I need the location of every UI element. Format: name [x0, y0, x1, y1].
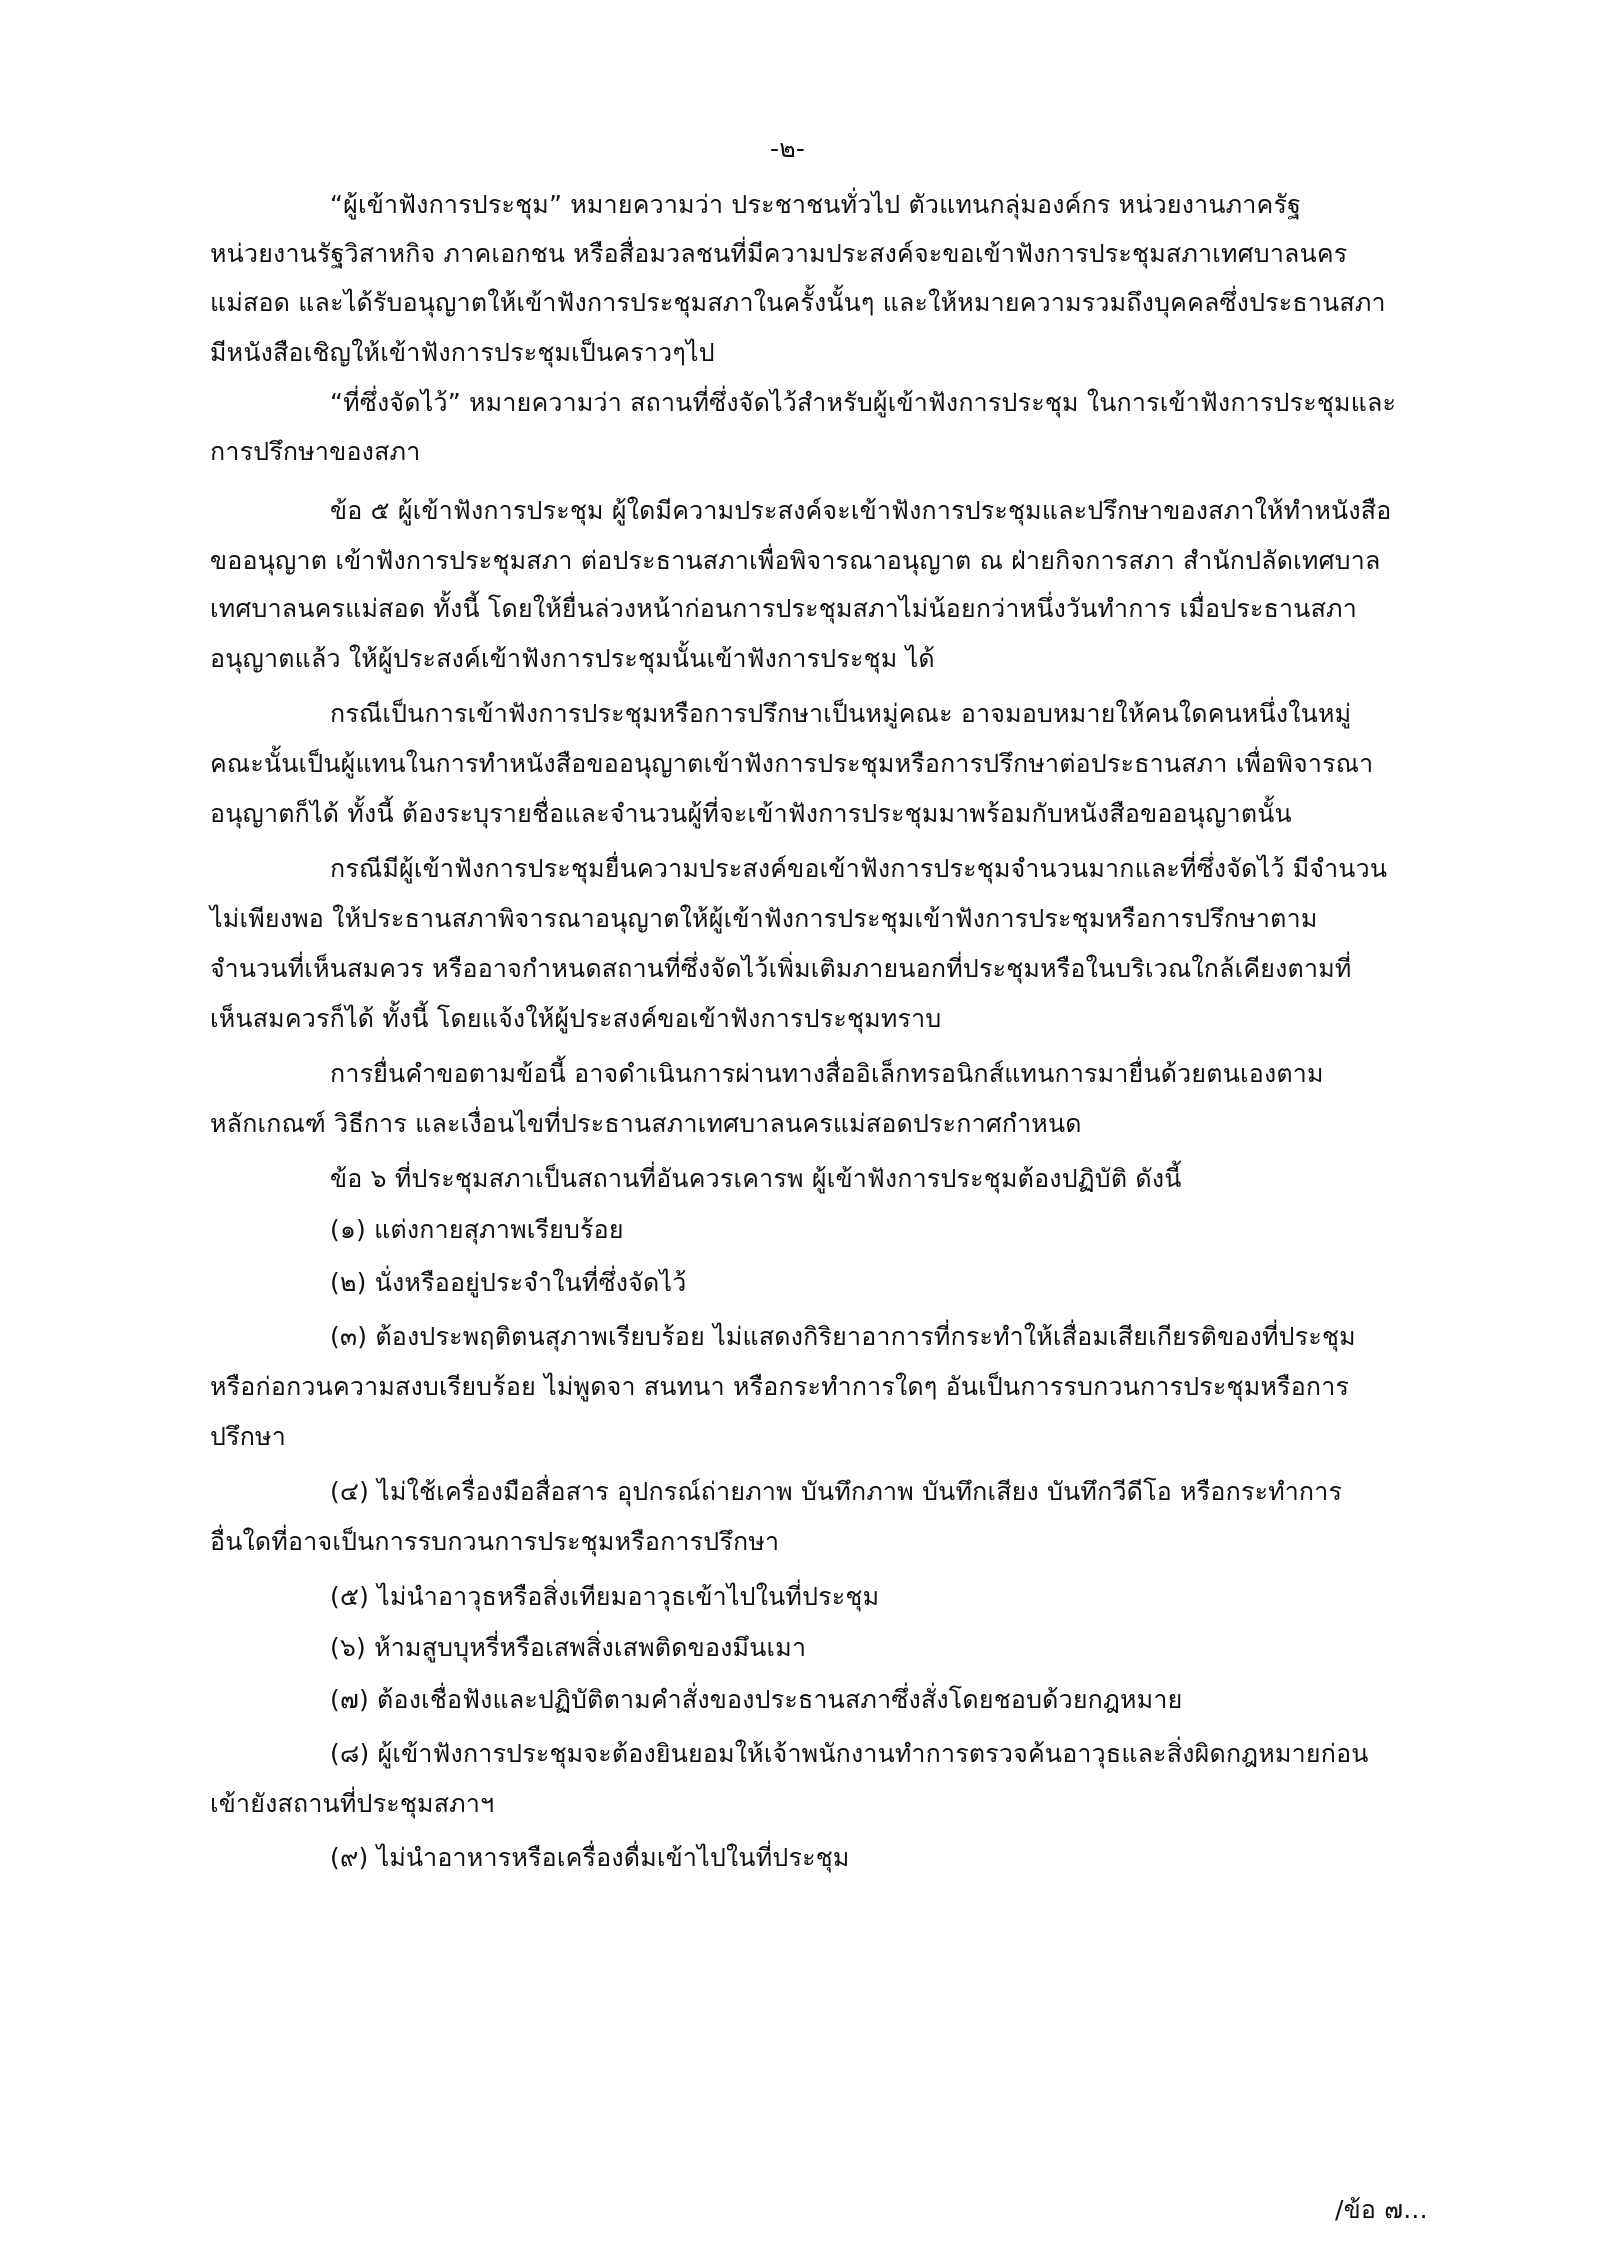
body-line: (๔) ไม่ใช้เครื่องมือสื่อสาร อุปกรณ์ถ่ายภาพ บันทึกภาพ บันทึกเสียง บันทึกวีดีโอ หรือกระทำการ [330, 1477, 1343, 1506]
body-line: กรณีมีผู้เข้าฟังการประชุมยื่นความประสงค์ขอเข้าฟังการประชุมจำนวนมากและที่ซึ่งจัดไว้ มีจำนวน [330, 854, 1388, 883]
body-line: จำนวนที่เห็นสมควร หรืออาจกำหนดสถานที่ซึ่งจัดไว้เพิ่มเติมภายนอกที่ประชุมหรือในบริเวณใกล้เคียงตามที่ [210, 954, 1352, 983]
body-line: (๒) นั่งหรืออยู่ประจำในที่ซึ่งจัดไว้ [330, 1268, 687, 1297]
page-number: -๒- [770, 134, 806, 163]
body-line: (๙) ไม่นำอาหารหรือเครื่องดื่มเข้าไปในที่ประชุม [330, 1843, 850, 1872]
continuation-note: /ข้อ ๗... [1335, 2195, 1428, 2224]
body-line: ไม่เพียงพอ ให้ประธานสภาพิจารณาอนุญาตให้ผู้เข้าฟังการประชุมเข้าฟังการประชุมหรือการปรึกษาตาม [210, 904, 1318, 933]
body-line: มีหนังสือเชิญให้เข้าฟังการประชุมเป็นคราวๆไป [210, 338, 715, 367]
body-line: การปรึกษาของสภา [210, 437, 421, 466]
body-line: กรณีเป็นการเข้าฟังการประชุมหรือการปรึกษาเป็นหมู่คณะ อาจมอบหมายให้คนใดคนหนึ่งในหมู่ [330, 699, 1352, 728]
body-line: อนุญาตก็ได้ ทั้งนี้ ต้องระบุรายชื่อและจำนวนผู้ที่จะเข้าฟังการประชุมมาพร้อมกับหนังสือขออนุญาตนั้น [210, 799, 1292, 828]
body-line: อนุญาตแล้ว ให้ผู้ประสงค์เข้าฟังการประชุมนั้นเข้าฟังการประชุม ได้ [210, 644, 935, 673]
body-line: หรือก่อกวนความสงบเรียบร้อย ไม่พูดจา สนทนา หรือกระทำการใดๆ อันเป็นการรบกวนการประชุมหรือการ [210, 1372, 1350, 1401]
body-line: ปรึกษา [210, 1422, 286, 1451]
body-line: การยื่นคำขอตามข้อนี้ อาจดำเนินการผ่านทางสื่ออิเล็กทรอนิกส์แทนการมายื่นด้วยตนเองตาม [330, 1059, 1324, 1088]
body-line: คณะนั้นเป็นผู้แทนในการทำหนังสือขออนุญาตเข้าฟังการประชุมหรือการปรึกษาต่อประธานสภา เพื่อพิจารณา [210, 749, 1374, 778]
body-line: ขออนุญาต เข้าฟังการประชุมสภา ต่อประธานสภาเพื่อพิจารณาอนุญาต ณ ฝ่ายกิจการสภา สำนักปลัดเทศบาล [210, 546, 1381, 575]
body-line: เข้ายังสถานที่ประชุมสภาฯ [210, 1789, 495, 1818]
body-line: อื่นใดที่อาจเป็นการรบกวนการประชุมหรือการปรึกษา [210, 1527, 780, 1556]
body-line: ข้อ ๕ ผู้เข้าฟังการประชุม ผู้ใดมีความประสงค์จะเข้าฟังการประชุมและปรึกษาของสภาให้ทำหนังสือ [330, 496, 1392, 525]
body-line: (๑) แต่งกายสุภาพเรียบร้อย [330, 1215, 624, 1244]
body-line: “ที่ซึ่งจัดไว้” หมายความว่า สถานที่ซึ่งจัดไว้สำหรับผู้เข้าฟังการประชุม ในการเข้าฟังการประชุมและ [330, 388, 1397, 417]
body-line: หลักเกณฑ์ วิธีการ และเงื่อนไขที่ประธานสภาเทศบาลนครแม่สอดประกาศกำหนด [210, 1109, 1082, 1138]
body-line: (๘) ผู้เข้าฟังการประชุมจะต้องยินยอมให้เจ้าพนักงานทำการตรวจค้นอาวุธและสิ่งผิดกฎหมายก่อน [330, 1739, 1369, 1768]
body-line: เทศบาลนครแม่สอด ทั้งนี้ โดยให้ยื่นล่วงหน้าก่อนการประชุมสภาไม่น้อยกว่าหนึ่งวันทำการ เมื่อประธานสภา [210, 594, 1357, 623]
body-line: หน่วยงานรัฐวิสาหกิจ ภาคเอกชน หรือสื่อมวลชนที่มีความประสงค์จะขอเข้าฟังการประชุมสภาเทศบาลนคร [210, 239, 1348, 268]
body-line: ข้อ ๖ ที่ประชุมสภาเป็นสถานที่อันควรเคารพ ผู้เข้าฟังการประชุมต้องปฏิบัติ ดังนี้ [330, 1164, 1182, 1193]
body-line: (๓) ต้องประพฤติตนสุภาพเรียบร้อย ไม่แสดงกิริยาอาการที่กระทำให้เสื่อมเสียเกียรติของที่ประชุม [330, 1322, 1356, 1351]
body-line: (๖) ห้ามสูบบุหรี่หรือเสพสิ่งเสพติดของมึนเมา [330, 1633, 807, 1662]
body-line: แม่สอด และได้รับอนุญาตให้เข้าฟังการประชุมสภาในครั้งนั้นๆ และให้หมายความรวมถึงบุคคลซึ่งประธานสภา [210, 288, 1386, 317]
body-line: “ผู้เข้าฟังการประชุม” หมายความว่า ประชาชนทั่วไป ตัวแทนกลุ่มองค์กร หน่วยงานภาครัฐ [330, 190, 1302, 219]
body-line: (๕) ไม่นำอาวุธหรือสิ่งเทียมอาวุธเข้าไปในที่ประชุม [330, 1582, 880, 1611]
body-line: เห็นสมควรก็ได้ ทั้งนี้ โดยแจ้งให้ผู้ประสงค์ขอเข้าฟังการประชุมทราบ [210, 1004, 942, 1033]
body-line: (๗) ต้องเชื่อฟังและปฏิบัติตามคำสั่งของประธานสภาซึ่งสั่งโดยชอบด้วยกฎหมาย [330, 1685, 1183, 1714]
